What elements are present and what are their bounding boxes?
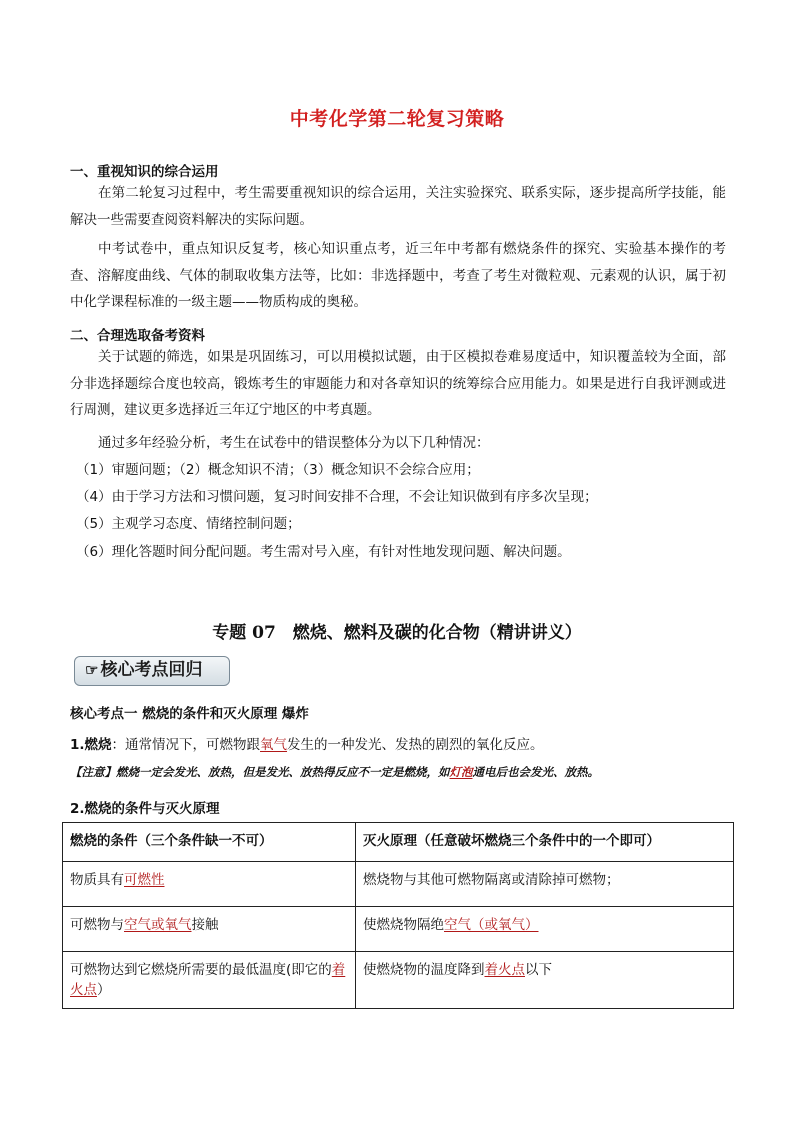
definition-label: 1.燃烧: [70, 737, 112, 753]
section-heading-1: 一、重视知识的综合运用: [70, 164, 219, 180]
cell-text: 以下: [525, 962, 552, 978]
section1-paragraph-1: 在第二轮复习过程中，考生需要重视知识的综合运用，关注实验探究、联系实际，逐步提高所学技能，能解决一些需要查阅资料解决的实际问题。: [70, 185, 726, 228]
key-term: 氧气: [260, 737, 288, 753]
note-text-pre: 【注意】燃烧一定会发光、放热，但是发光、放热得反应不一定是燃烧，如: [70, 765, 450, 779]
key-term: 着火点: [70, 962, 346, 998]
table-cell: [356, 907, 734, 952]
key-term: 可燃性: [124, 872, 165, 888]
key-term: 空气（或氧气）: [444, 917, 539, 933]
core-review-badge: [74, 656, 230, 686]
table-row: [63, 907, 734, 952]
table-header-cell: 灭火原理（任意破坏燃烧三个条件中的一个即可）: [356, 823, 734, 862]
topic-title: 专题 07 燃烧、燃料及碳的化合物（精讲讲义）: [212, 623, 582, 643]
section2-paragraph-1: 关于试题的筛选，如果是巩固练习，可以用模拟试题，由于区模拟卷难易度适中，知识覆盖较为全面，部分非选择题综合度也较高，锻炼考生的审题能力和对各章知识的统筹综合应用能力。如果是进行自我评测或进行周测，建议更多选择近三年辽宁地区的中考真题。: [70, 349, 726, 419]
cell-text: 可燃物与: [70, 917, 124, 933]
cell-text: 物质具有: [70, 872, 124, 888]
section2-paragraph-2: 通过多年经验分析，考生在试卷中的错误整体分为以下几种情况：: [98, 435, 490, 451]
table-header-cell: 燃烧的条件（三个条件缺一不可）: [63, 823, 356, 862]
list-item: （6）理化答题时间分配问题。考生需对号入座，有针对性地发现问题、解决问题。: [76, 544, 571, 560]
cell-text: 使燃烧物隔绝: [363, 917, 444, 933]
attention-note: [70, 764, 599, 780]
definition-text-post: 发生的一种发光、发热的剧烈的氧化反应。: [287, 737, 544, 753]
table-cell: [63, 862, 356, 907]
list-item: （4）由于学习方法和习惯问题，复习时间安排不合理，不会让知识做到有序多次呈现；: [76, 489, 598, 505]
table-row: [63, 952, 734, 1009]
note-text-post: 通电后也会发光、放热。: [472, 765, 599, 779]
table-heading: 2.燃烧的条件与灭火原理: [70, 801, 220, 817]
key-term: 着火点: [484, 962, 525, 978]
section-heading-2: 二、合理选取备考资料: [70, 328, 205, 344]
table-cell: [63, 907, 356, 952]
table-row: [63, 862, 734, 907]
combustion-table: [62, 822, 734, 1009]
section1-paragraph-2: 中考试卷中，重点知识反复考，核心知识重点考，近三年中考都有燃烧条件的探究、实验基本操作的考查、溶解度曲线、气体的制取收集方法等，比如：非选择题中，考查了考生对微粒观、元素观的认识，属于初中化学课程标准的一级主题——物质构成的奥秘。: [70, 241, 726, 311]
definition-text-pre: ：通常情况下，可燃物跟: [111, 737, 261, 753]
table-cell: 燃烧物与其他可燃物隔离或清除掉可燃物；: [356, 862, 734, 907]
page-title: 中考化学第二轮复习策略: [289, 108, 505, 130]
table-cell: [356, 952, 734, 1009]
list-item: （5）主观学习态度、情绪控制问题；: [76, 516, 301, 532]
cell-text: 可燃物达到它燃烧所需要的最低温度(即它的: [70, 962, 332, 978]
core-point-heading: 核心考点一 燃烧的条件和灭火原理 爆炸: [70, 706, 309, 722]
cell-text: 使燃烧物的温度降到: [363, 962, 485, 978]
badge-label: 核心考点回归: [100, 660, 203, 680]
list-item: （1）审题问题；（2）概念知识不清；（3）概念知识不会综合应用；: [76, 462, 480, 478]
cell-text: 接触: [191, 917, 219, 933]
key-term: 灯泡: [449, 765, 473, 779]
pointing-hand-icon: ☞: [85, 661, 99, 679]
combustion-definition: [70, 733, 544, 753]
key-term: 空气或氧气: [124, 917, 192, 933]
table-header-row: [63, 823, 734, 862]
table-cell: [63, 952, 356, 1009]
cell-text: ）: [97, 982, 111, 998]
